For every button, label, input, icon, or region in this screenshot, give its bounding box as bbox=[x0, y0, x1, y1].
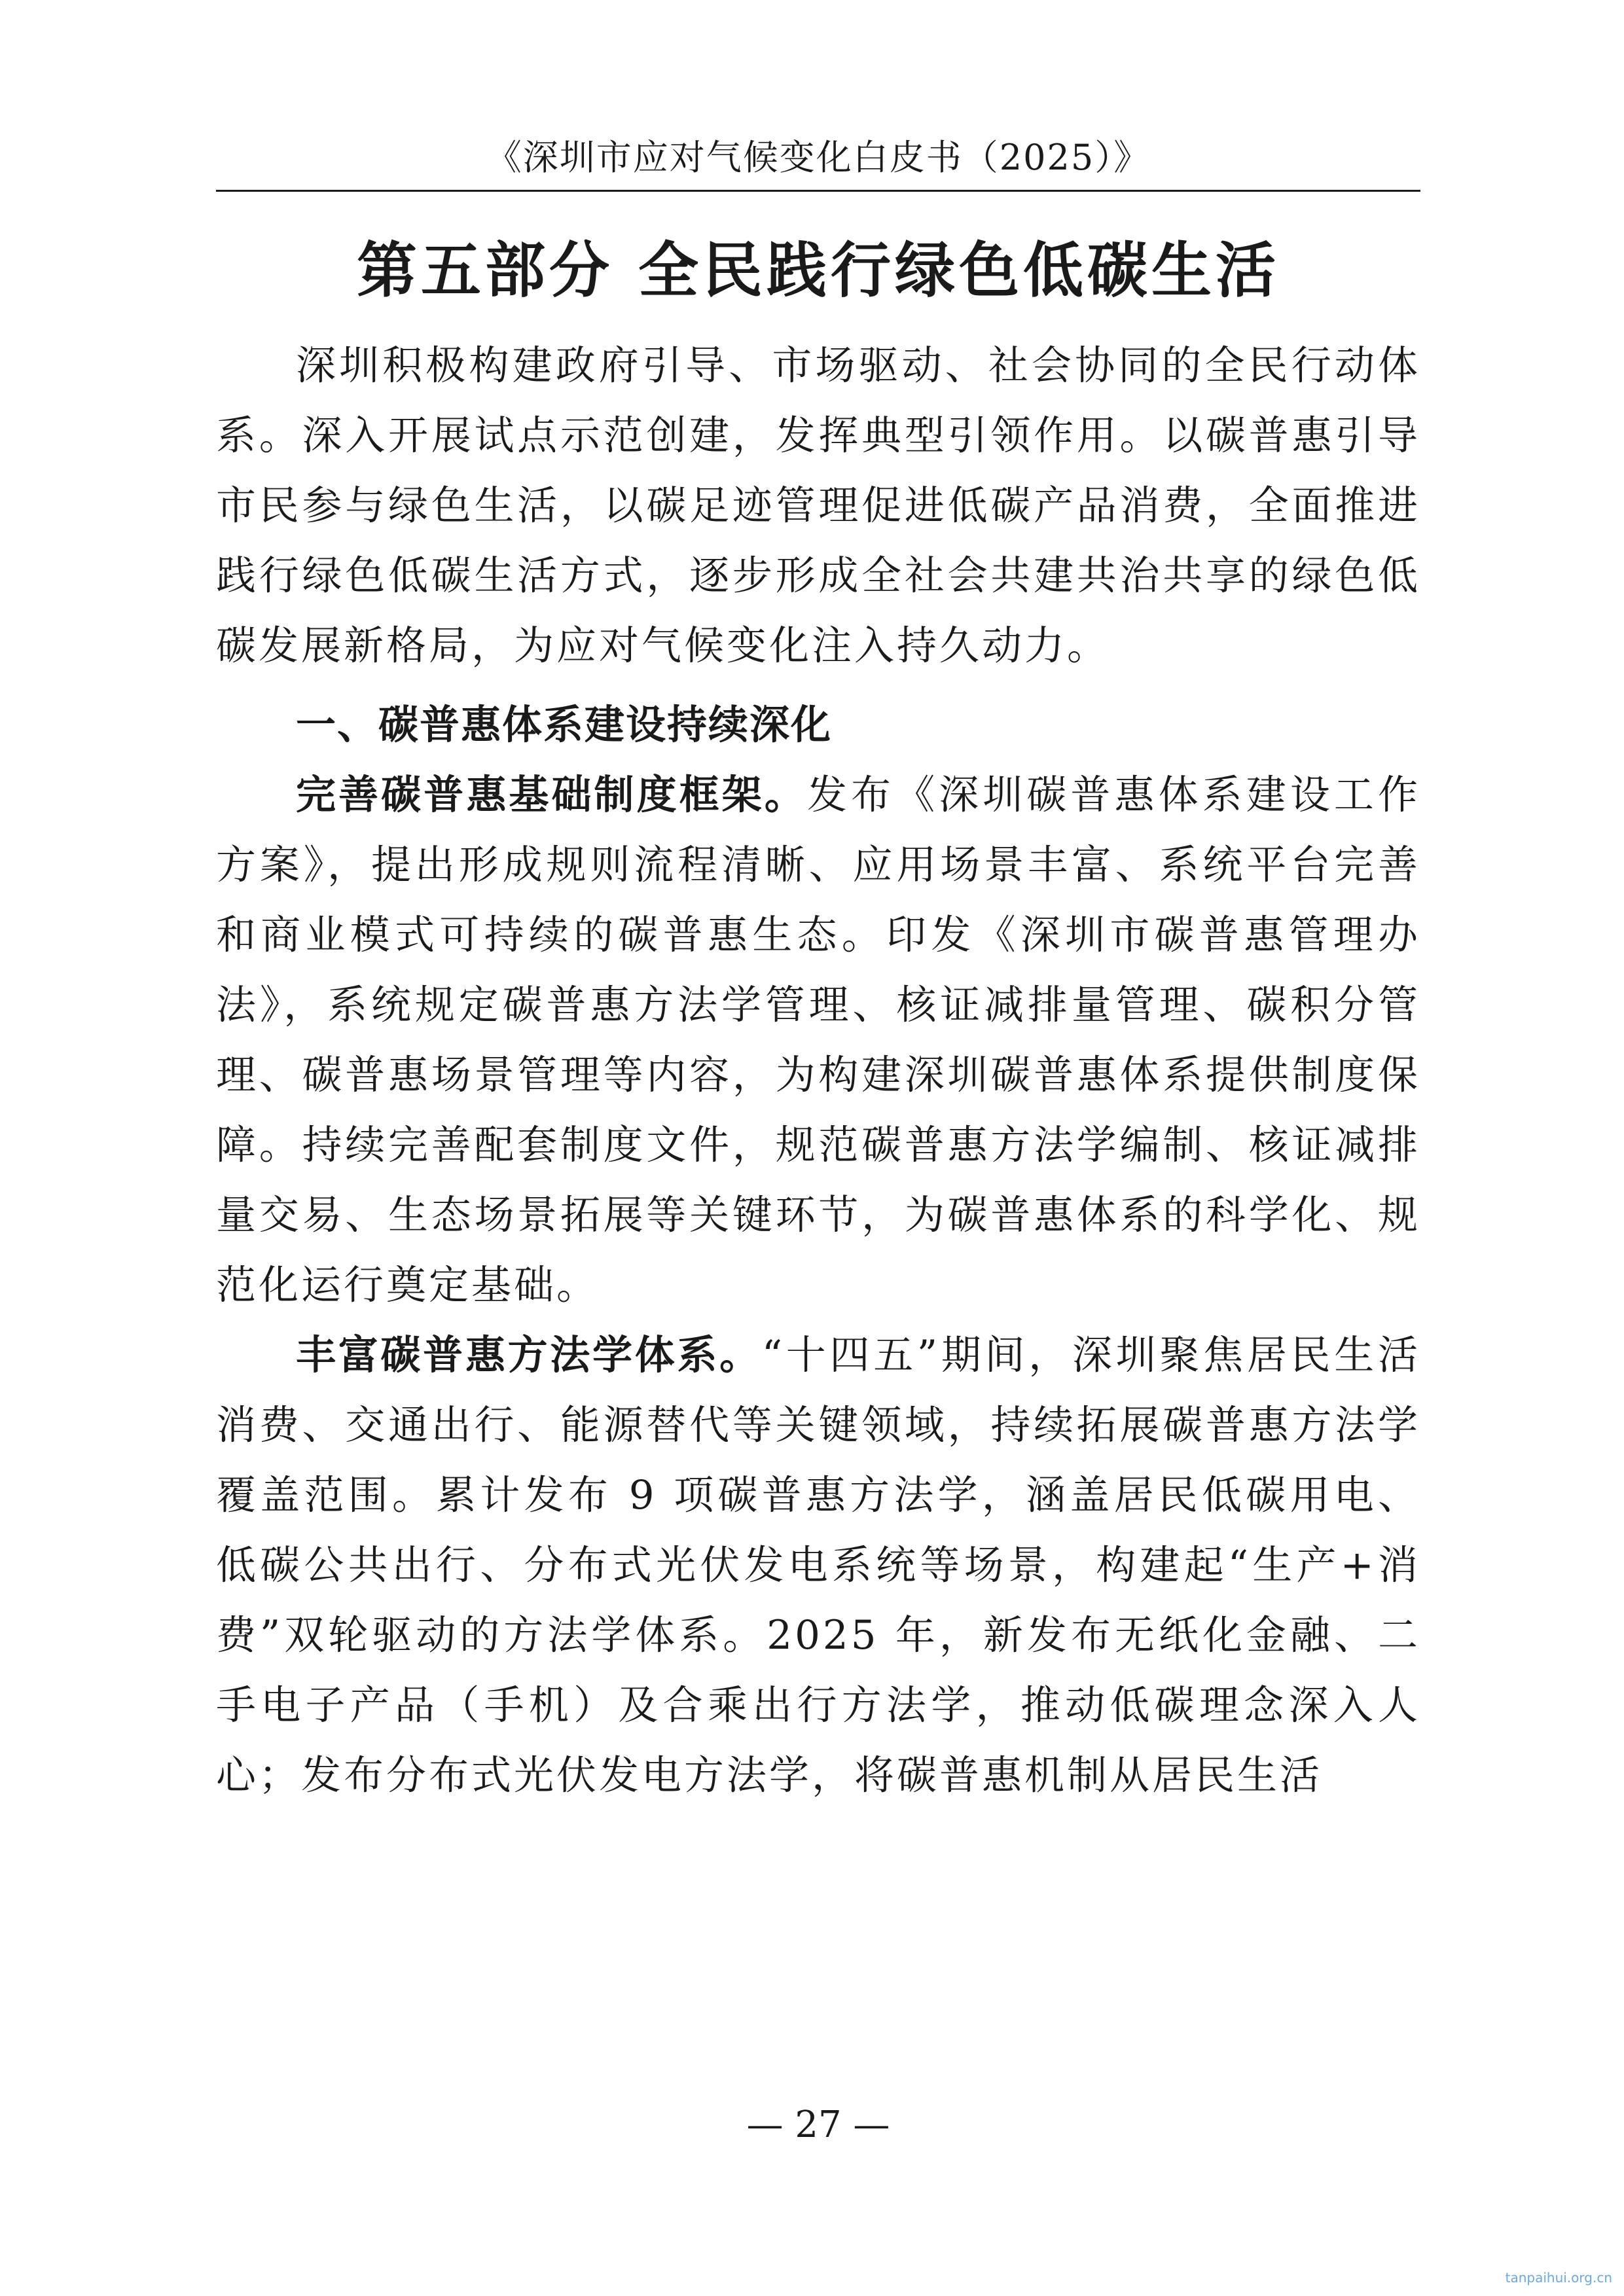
page-number: — 27 — bbox=[746, 2104, 890, 2146]
paragraph-lead: 丰富碳普惠方法学体系。 bbox=[296, 1332, 762, 1378]
paragraph bbox=[216, 760, 1420, 1320]
paragraph bbox=[216, 1320, 1420, 1810]
running-header: 《深圳市应对气候变化白皮书（2025）》 bbox=[486, 137, 1151, 178]
intro-paragraph: 深圳积极构建政府引导、市场驱动、社会协同的全民行动体系。深入开展试点示范创建，发挥典型引领作用。以碳普惠引导市民参与绿色生活，以碳足迹管理促进低碳产品消费，全面推进践行绿色低碳生活方式，逐步形成全社会共建共治共享的绿色低碳发展新格局，为应对气候变化注入持久动力。 bbox=[216, 342, 1420, 669]
header-rule bbox=[216, 190, 1420, 192]
paragraph-text: 发布《深圳碳普惠体系建设工作方案》，提出形成规则流程清晰、应用场景丰富、系统平台完善和商业模式可持续的碳普惠生态。印发《深圳市碳普惠管理办法》，系统规定碳普惠方法学管理、核证减排量管理、碳积分管理、碳普惠场景管理等内容，为构建深圳碳普惠体系提供制度保障。持续完善配套制度文件，规范碳普惠方法学编制、核证减排量交易、生态场景拓展等关键环节，为碳普惠体系的科学化、规范化运行奠定基础。 bbox=[216, 772, 1420, 1308]
paragraph-lead: 完善碳普惠基础制度框架。 bbox=[296, 772, 807, 818]
body-text bbox=[216, 331, 1420, 1810]
paragraph-text: “十四五”期间，深圳聚焦居民生活消费、交通出行、能源替代等关键领域，持续拓展碳普惠方法学覆盖范围。累计发布 9 项碳普惠方法学，涵盖居民低碳用电、低碳公共出行、分布式光伏发电系统等场景，构建起“生产+消费”双轮驱动的方法学体系。2025 年，新发布无纸化金融、二手电子产品（手机）及合乘出行方法学，推动低碳理念深入人心；发布分布式光伏发电方法学，将碳普惠机制从居民生活 bbox=[216, 1332, 1420, 1799]
section-heading: 一、碳普惠体系建设持续深化 bbox=[296, 702, 833, 748]
watermark: tanpaihui.org.cn bbox=[1505, 2270, 1612, 2286]
part-title: 第五部分 全民践行绿色低碳生活 bbox=[356, 235, 1280, 306]
